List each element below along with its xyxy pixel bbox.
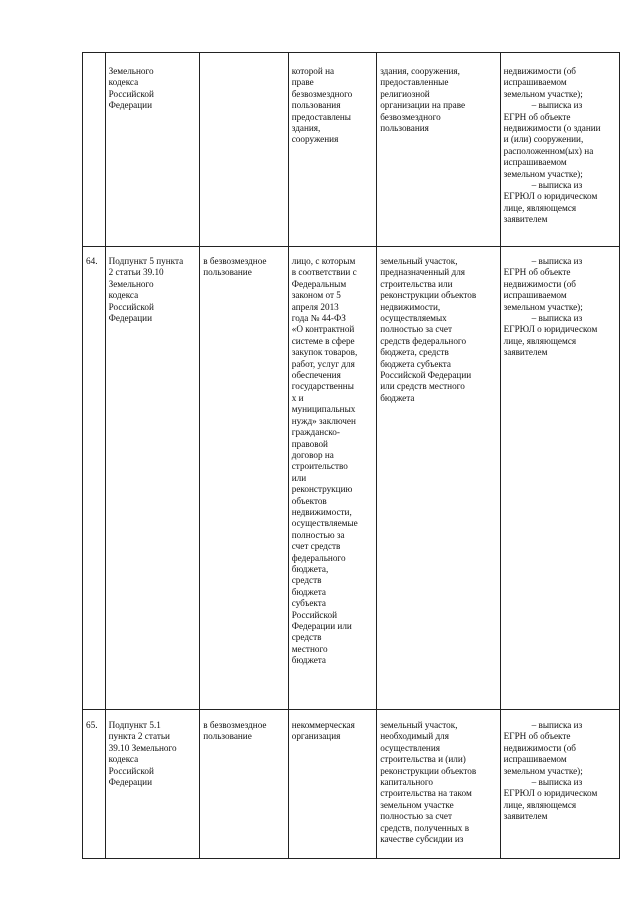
cell-text-line: испрашиваемом xyxy=(503,77,567,88)
cell-text-line: средств федерального xyxy=(380,335,467,346)
cell-text-line: строительства на таком xyxy=(380,788,472,799)
cell-text-line: недвижимости (о здании xyxy=(503,123,601,134)
cell-text-line: недвижимости, xyxy=(380,301,441,312)
cell-text-line: ЕГРЮЛ о юридическом xyxy=(503,324,598,335)
cell-text-line: Российской xyxy=(108,765,154,776)
cell-text-line: полностью за счет xyxy=(380,811,452,822)
cell-text-line: Федерации или xyxy=(291,621,352,631)
cell-text-line: – выписка из xyxy=(531,180,583,191)
cell-text-line: договор на xyxy=(291,449,334,460)
cell-text-line: законом от 5 xyxy=(291,290,341,301)
cell-text-line: заявителем xyxy=(503,214,548,225)
cell-text-line: Федерации xyxy=(108,100,153,111)
cell-text-line: Земельного xyxy=(108,278,154,289)
cell-text-line: недвижимости (об xyxy=(503,278,576,289)
cell-text-line: организация xyxy=(291,731,341,742)
cell-text-line: муниципальных xyxy=(291,404,356,415)
cell-text-line: здания, xyxy=(291,123,321,134)
cell-text-line: кодекса xyxy=(108,754,139,765)
cell-text-line: средств xyxy=(291,575,322,586)
documents-cell xyxy=(500,247,619,710)
cell-text-line: здания, сооружения, xyxy=(380,66,460,76)
land-plot-cell xyxy=(377,247,500,710)
cell-text-line: Российской xyxy=(291,609,338,620)
cell-text-line: лице, являющемся xyxy=(503,335,577,346)
cell-text-line: необходимый для xyxy=(380,731,449,742)
cell-text-line: средств, полученных в xyxy=(380,822,470,833)
right-type-cell xyxy=(200,53,288,247)
cell-text-line: Российской xyxy=(108,88,154,99)
cell-text-line: Российской Федерации xyxy=(380,370,472,381)
cell-text-line: безвозмездного xyxy=(291,88,353,99)
cell-text-line: кодекса xyxy=(108,290,139,301)
cell-text-line: – выписка из xyxy=(531,256,583,266)
cell-text-line: в соответствии с xyxy=(291,267,357,278)
cell-text-line: в безвозмездное xyxy=(203,720,267,730)
row-number-cell: 64. xyxy=(83,247,106,710)
cell-text-line: земельный участок, xyxy=(380,720,458,730)
cell-text-line: строительства или xyxy=(380,278,453,289)
cell-text-line: качестве субсидии из xyxy=(380,834,464,845)
cell-text-line: праве xyxy=(291,77,314,88)
cell-text-line: бюджета, средств xyxy=(380,347,449,358)
cell-text-line: предоставлены xyxy=(291,111,351,122)
cell-text-line: года № 44-ФЗ xyxy=(291,313,346,324)
cell-text-line: лице, являющемся xyxy=(503,799,577,810)
cell-text-line: осуществляемых xyxy=(380,313,447,324)
cell-text-line: ЕГРЮЛ о юридическом xyxy=(503,788,598,799)
cell-text-line: испрашиваемом xyxy=(503,157,567,168)
cell-text-line: расположенном(ых) на xyxy=(503,145,594,156)
cell-text-line: обеспечения xyxy=(291,370,341,381)
cell-text-line: пользование xyxy=(203,267,252,278)
cell-text-line: испрашиваемом xyxy=(503,290,567,301)
land-provision-table xyxy=(82,52,620,859)
cell-text-line: ЕГРН об объекте xyxy=(503,267,571,278)
cell-text-line: полностью за xyxy=(291,529,345,540)
cell-text-line: «О контрактной xyxy=(291,324,355,335)
cell-text-line: недвижимости (об xyxy=(503,66,576,76)
cell-text-line: счет средств xyxy=(291,541,341,552)
table-row xyxy=(83,247,620,710)
cell-text-line: бюджета xyxy=(291,655,326,666)
cell-text-line: капитального xyxy=(380,777,434,788)
cell-text-line: земельном участке xyxy=(380,799,454,810)
cell-text-line: земельном участке); xyxy=(503,88,583,99)
cell-text-line: – выписка из xyxy=(531,100,583,111)
cell-text-line: – выписка из xyxy=(531,313,583,324)
cell-text-line: некоммерческая xyxy=(291,720,355,730)
cell-text-line: апреля 2013 xyxy=(291,301,339,312)
cell-text-line: реконструкции объектов xyxy=(380,290,477,301)
cell-text-line: предоставленные xyxy=(380,77,449,88)
cell-text-line: – выписка из xyxy=(531,777,583,788)
cell-text-line: 2 статьи 39.10 xyxy=(108,267,164,278)
cell-text-line: Подпункт 5 пункта xyxy=(108,256,184,266)
cell-text-line: местного xyxy=(291,643,328,654)
land-plot-cell xyxy=(377,710,500,859)
cell-text-line: земельном участке); xyxy=(503,168,583,179)
cell-text-line: пользование xyxy=(203,731,252,742)
legal-basis-cell xyxy=(105,53,200,247)
applicant-cell xyxy=(288,247,376,710)
row-number-cell xyxy=(83,53,106,247)
cell-text-line: Российской xyxy=(108,301,154,312)
cell-text-line: испрашиваемом xyxy=(503,754,567,765)
applicant-cell xyxy=(288,710,376,859)
land-plot-cell xyxy=(377,53,500,247)
cell-text-line: объектов xyxy=(291,495,327,506)
cell-text-line: и (или) сооружении, xyxy=(503,134,584,145)
cell-text-line: федерального xyxy=(291,552,346,563)
row-number-cell: 65. xyxy=(83,710,106,859)
cell-text-line: Федерации xyxy=(108,313,153,324)
cell-text-line: кодекса xyxy=(108,77,139,88)
cell-text-line: Подпункт 5.1 xyxy=(108,720,161,730)
cell-text-line: х и xyxy=(291,392,304,403)
cell-text-line: бюджета xyxy=(291,586,326,597)
cell-text-line: – выписка из xyxy=(531,720,583,730)
cell-text-line: Федерации xyxy=(108,777,153,788)
table-row xyxy=(83,710,620,859)
cell-text-line: или средств местного xyxy=(380,381,465,392)
documents-cell xyxy=(500,53,619,247)
cell-text-line: бюджета xyxy=(380,392,415,403)
cell-text-line: гражданско- xyxy=(291,427,340,438)
cell-text-line: лицо, с которым xyxy=(291,256,356,266)
cell-text-line: лице, являющемся xyxy=(503,202,577,213)
cell-text-line: недвижимости (об xyxy=(503,742,576,753)
documents-cell xyxy=(500,710,619,859)
cell-text-line: земельный участок, xyxy=(380,256,458,266)
cell-text-line: земельном участке); xyxy=(503,765,583,776)
cell-text-line: организации на праве xyxy=(380,100,466,111)
cell-text-line: бюджета субъекта xyxy=(380,358,452,369)
cell-text-line: пользования xyxy=(380,123,429,134)
cell-text-line: реконструкции объектов xyxy=(380,765,477,776)
cell-text-line: 39.10 Земельного xyxy=(108,742,177,753)
right-type-cell xyxy=(200,710,288,859)
table-row xyxy=(83,53,620,247)
legal-basis-cell xyxy=(105,710,200,859)
cell-text-line: заявителем xyxy=(503,347,548,358)
cell-text-line: полностью за счет xyxy=(380,324,452,335)
cell-text-line: земельном участке); xyxy=(503,301,583,312)
cell-text-line: которой на xyxy=(291,66,335,76)
right-type-cell xyxy=(200,247,288,710)
cell-text-line: системе в сфере xyxy=(291,335,355,346)
cell-text-line: недвижимости, xyxy=(291,506,352,517)
cell-text-line: реконструкцию xyxy=(291,484,353,495)
cell-text-line: закупок товаров, xyxy=(291,347,358,358)
cell-text-line: ЕГРН об объекте xyxy=(503,111,571,122)
cell-text-line: субъекта xyxy=(291,598,326,609)
cell-text-line: ЕГРН об объекте xyxy=(503,731,571,742)
cell-text-line: безвозмездного xyxy=(380,111,441,122)
cell-text-line: осуществления xyxy=(380,742,440,753)
cell-text-line: средств xyxy=(291,632,322,643)
cell-text-line: предназначенный для xyxy=(380,267,465,278)
cell-text-line: строительство xyxy=(291,461,348,472)
cell-text-line: в безвозмездное xyxy=(203,256,267,266)
cell-text-line: осуществляемые xyxy=(291,518,358,529)
cell-text-line: работ, услуг для xyxy=(291,358,355,369)
cell-text-line: нужд» заключен xyxy=(291,415,356,426)
cell-text-line: Земельного xyxy=(108,66,154,76)
cell-text-line: сооружения xyxy=(291,134,339,145)
cell-text-line: бюджета, xyxy=(291,563,329,574)
cell-text-line: заявителем xyxy=(503,811,548,822)
legal-basis-cell xyxy=(105,247,200,710)
cell-text-line: религиозной xyxy=(380,88,430,99)
cell-text-line: пункта 2 статьи xyxy=(108,731,170,742)
cell-text-line: правовой xyxy=(291,438,328,449)
cell-text-line: пользования xyxy=(291,100,341,111)
cell-text-line: государственны xyxy=(291,381,354,392)
cell-text-line: ЕГРЮЛ о юридическом xyxy=(503,191,598,202)
cell-text-line: или xyxy=(291,472,307,483)
cell-text-line: строительства и (или) xyxy=(380,754,466,765)
cell-text-line: Федеральным xyxy=(291,278,347,289)
applicant-cell xyxy=(288,53,376,247)
